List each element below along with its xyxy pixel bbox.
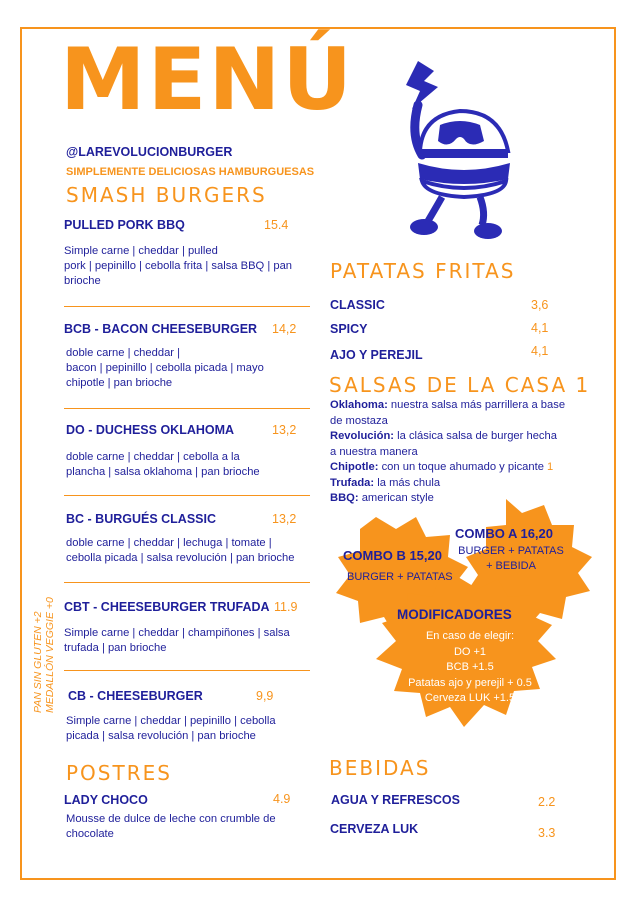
instagram-handle: @LAREVOLUCIONBURGER: [66, 145, 233, 159]
side-note-gluten: PAN SIN GLUTEN +2: [32, 611, 44, 713]
sauce-revolucion: Revolución: la clásica salsa de burger hecha: [330, 430, 557, 442]
item-price-burgues-classic: 13,2: [272, 512, 297, 526]
tagline: SIMPLEMENTE DELICIOSAS HAMBURGUESAS: [66, 166, 315, 178]
item-name-cb: CB - CHEESEBURGER: [68, 689, 203, 703]
item-price-cerveza-luk: 3.3: [538, 826, 556, 840]
divider: [64, 306, 310, 307]
patatas-heading: PATATAS FRITAS: [330, 259, 516, 283]
item-name-lady-choco: LADY CHOCO: [64, 793, 148, 807]
item-name-agua-refrescos: AGUA Y REFRESCOS: [331, 793, 460, 807]
divider: [64, 408, 310, 409]
salsas-heading: SALSAS DE LA CASA 1: [329, 373, 591, 397]
sauce-oklahoma: Oklahoma: nuestra salsa más parrillera a base: [330, 399, 566, 411]
item-price-ajo-perejil: 4,1: [531, 344, 549, 358]
item-desc-lady-choco: Mousse de dulce de leche con crumble de chocolate: [66, 813, 276, 840]
divider: [64, 495, 310, 496]
item-name-duchess: DO - DUCHESS OKLAHOMA: [66, 423, 235, 437]
item-desc-bcb: doble carne | cheddar | bacon | pepinillo | cebolla picada | mayo chipotle | pan brioche: [66, 347, 264, 389]
item-name-cbt: CBT - CHEESEBURGER TRUFADA: [64, 600, 270, 614]
sauce-trufada: Trufada: la más chula: [330, 476, 441, 489]
combo-a-desc: BURGER + PATATAS + BEBIDA: [458, 545, 564, 572]
postres-heading: POSTRES: [66, 761, 172, 785]
item-desc-cbt: Simple carne | cheddar | champiñones | salsa trufada | pan brioche: [64, 627, 290, 654]
side-note-veggie: MEDALLÓN VEGGIE +0: [44, 597, 56, 713]
combo-b-desc: BURGER + PATATAS: [347, 571, 453, 583]
item-name-pulled-pork: PULLED PORK BBQ: [64, 218, 185, 232]
menu-title: MENÚ: [60, 30, 355, 130]
combo-b-name: COMBO B 15,20: [343, 548, 442, 563]
item-price-spicy: 4,1: [531, 321, 549, 335]
item-name-burgues-classic: BC - BURGUÉS CLASSIC: [66, 512, 217, 526]
sauce-bbq: BBQ: american style: [330, 492, 434, 504]
item-desc-duchess: doble carne | cheddar | cebolla a la plancha | salsa oklahoma | pan brioche: [66, 451, 260, 478]
item-price-agua-refrescos: 2.2: [538, 795, 556, 809]
item-name-ajo-perejil: AJO Y PEREJIL: [330, 348, 423, 362]
item-name-classic: CLASSIC: [330, 298, 385, 312]
modificadores-list: En caso de elegir: DO +1 BCB +1.5 Patatas ajo y perejil + 0.5 Cerveza LUK +1.5: [408, 630, 532, 704]
side-notes: [30, 595, 56, 715]
combo-a-name: COMBO A 16,20: [455, 526, 554, 541]
smash-burgers-heading: SMASH BURGERS: [66, 183, 267, 207]
burger-mascot-icon: [380, 55, 530, 245]
sauce-chipotle: Chipotle: con un toque ahumado y picante 1: [330, 461, 554, 473]
bebidas-heading: BEBIDAS: [329, 756, 431, 780]
item-desc-burgues-classic: doble carne | cheddar | lechuga | tomate | cebolla picada | salsa revolución | pan brioche: [66, 537, 295, 564]
item-price-classic: 3,6: [531, 298, 549, 312]
lightning-bolt-icon: [406, 61, 438, 109]
item-price-lady-choco: 4.9: [273, 792, 291, 806]
item-price-cbt: 11.9: [274, 600, 298, 614]
item-desc-cb: Simple carne | cheddar | pepinillo | cebolla picada | salsa revolución | pan brioche: [66, 715, 276, 742]
item-price-pulled-pork: 15.4: [264, 218, 289, 232]
divider: [64, 582, 310, 583]
divider: [64, 670, 310, 671]
modificadores-heading: MODIFICADORES: [397, 607, 512, 622]
salsas-list: Oklahoma: nuestra salsa más parrillera a base de mostaza Revolución: la clásica salsa de burger hecha a nuestra manera Chipotle: con un toque ahumado y picante 1 Trufada: la más chula BBQ: american style: [330, 398, 590, 507]
item-name-spicy: SPICY: [330, 322, 368, 336]
item-price-duchess: 13,2: [272, 423, 297, 437]
item-name-bcb: BCB - BACON CHEESEBURGER: [64, 322, 258, 336]
item-price-cb: 9,9: [256, 689, 274, 703]
item-price-bcb: 14,2: [272, 322, 297, 336]
item-name-cerveza-luk: CERVEZA LUK: [330, 822, 419, 836]
item-desc-pulled-pork: Simple carne | cheddar | pulled pork | pepinillo | cebolla frita | salsa BBQ | pan brioche: [64, 245, 293, 287]
